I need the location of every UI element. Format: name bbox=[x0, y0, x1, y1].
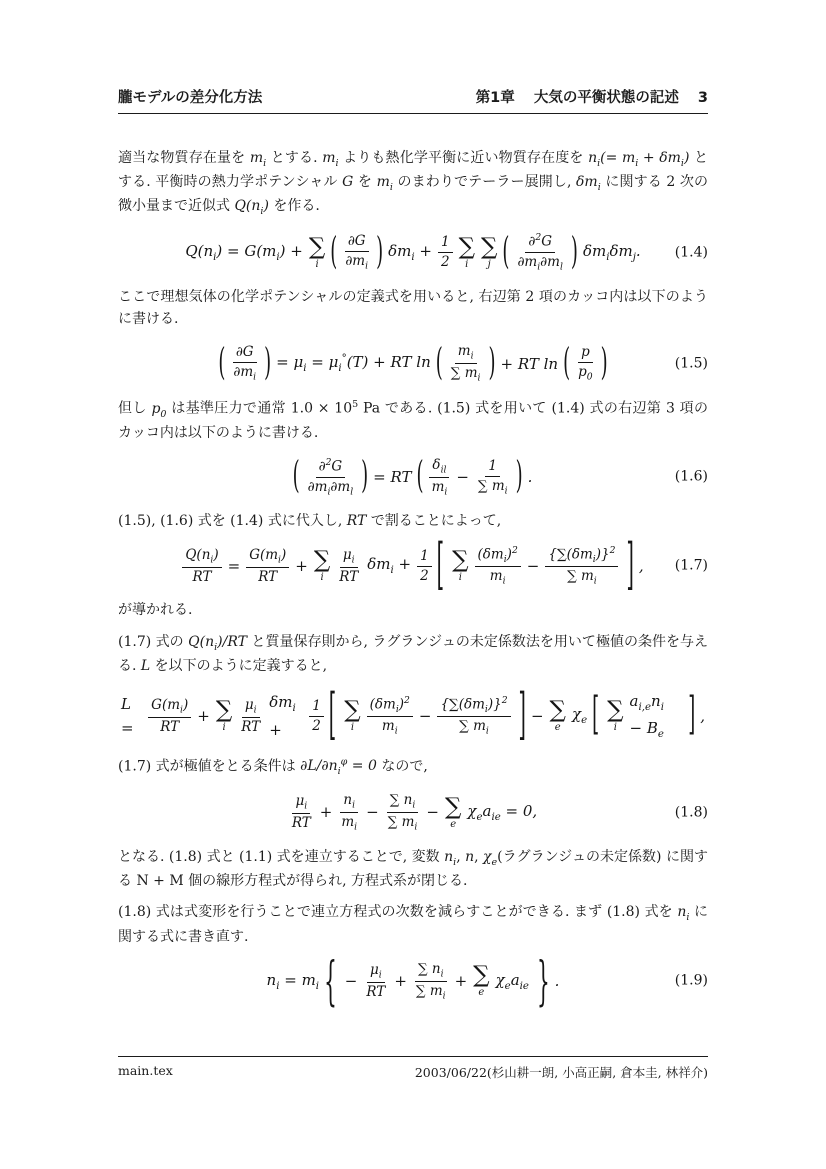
fraction-denominator: RT bbox=[291, 815, 311, 832]
header-page-number: 3 bbox=[697, 90, 708, 106]
math-text: + bbox=[197, 707, 210, 726]
summation bbox=[308, 233, 326, 270]
fraction-numerator: $m_i$ bbox=[455, 343, 477, 364]
math-text: $\delta m_i\delta m_j$. bbox=[582, 241, 641, 263]
fraction-denominator: $\partial m_i\partial m_l$ bbox=[517, 253, 563, 273]
fraction-denominator: 2 bbox=[420, 567, 429, 584]
math-text: . bbox=[527, 468, 533, 487]
summation-limit: i bbox=[613, 722, 617, 734]
math-text: . bbox=[554, 972, 560, 991]
summation bbox=[550, 699, 566, 733]
header-running-title: 朧モデルの差分化方法 bbox=[118, 90, 263, 106]
fraction-numerator: ∂$^2$G bbox=[525, 232, 555, 252]
left-paren: ( bbox=[502, 229, 510, 274]
fraction-denominator: 2 bbox=[312, 717, 321, 734]
summation bbox=[344, 699, 360, 733]
math-text: + bbox=[319, 803, 333, 822]
fraction-denominator: $m_i$ bbox=[431, 478, 448, 498]
fraction bbox=[342, 233, 371, 272]
fraction-numerator: $\delta_{il}$ bbox=[429, 457, 449, 478]
fraction-denominator: RT bbox=[192, 568, 212, 585]
fraction bbox=[448, 343, 484, 384]
header-section-title: 大気の平衡状態の記述 bbox=[533, 90, 679, 106]
equation-1-8 bbox=[118, 791, 708, 835]
fraction bbox=[514, 232, 565, 273]
math-text: L = bbox=[121, 694, 134, 738]
fraction-denominator: RT bbox=[241, 718, 261, 735]
math-text: $\chi_ea_{ie}$ bbox=[495, 970, 529, 992]
math-text: $a_{i,e}n_i - B_e$ bbox=[629, 691, 664, 741]
left-bracket: [ bbox=[328, 682, 337, 747]
fraction-numerator: $Q(n_i)$ bbox=[182, 547, 221, 568]
fraction-numerator: ∑ $n_i$ bbox=[415, 961, 447, 982]
equation-lagrangian bbox=[118, 682, 708, 747]
fraction bbox=[246, 547, 289, 586]
summation-symbol: ∑ bbox=[344, 697, 361, 724]
brace-group bbox=[342, 961, 532, 1002]
fraction bbox=[545, 545, 618, 588]
page-footer bbox=[118, 1056, 708, 1081]
paragraph-8: となる. (1.8) 式と (1.1) 式を連立することで, 変数 $n_i$, n, $\chi_e$(ラグランジュの未定係数) に関する N + M 個の線形方程式が得られ, 方程式系が閉じる. bbox=[118, 848, 708, 889]
summation-limit: e bbox=[554, 722, 561, 734]
math-text: $\delta m_i$ + bbox=[269, 693, 296, 739]
fraction bbox=[437, 695, 510, 738]
fraction bbox=[385, 792, 421, 833]
fraction-denominator: $\partial m_i$ bbox=[233, 364, 257, 383]
right-paren: ) bbox=[361, 454, 369, 499]
fraction bbox=[305, 457, 356, 498]
bracket-group bbox=[604, 689, 683, 744]
left-bracket: [ bbox=[436, 532, 445, 597]
math-text: + RT ln bbox=[500, 354, 559, 373]
fraction-numerator: $(\delta m_i)^2$ bbox=[475, 545, 521, 568]
fraction-denominator: RT bbox=[339, 568, 359, 585]
fraction bbox=[230, 344, 259, 383]
summation bbox=[216, 699, 232, 733]
math-text: − bbox=[426, 803, 439, 822]
right-paren: ) bbox=[264, 340, 272, 385]
fraction-numerator: $\mu_i$ bbox=[367, 962, 385, 983]
fraction-denominator: ∑ $m_i$ bbox=[567, 568, 597, 588]
paragraph-2: ここで理想気体の化学ポテンシャルの定義式を用いると, 右辺第 2 項のカッコ内は以下のように書ける. bbox=[118, 288, 708, 328]
right-paren: ) bbox=[515, 454, 523, 499]
left-paren: ( bbox=[563, 340, 571, 385]
fraction-denominator: 2 bbox=[440, 254, 450, 271]
math-text: $\delta m_i$ + bbox=[367, 555, 412, 577]
right-paren: ) bbox=[376, 229, 384, 274]
fraction bbox=[148, 697, 191, 736]
fraction-denominator: ∑ $m_i$ bbox=[459, 718, 489, 738]
bracket-group bbox=[341, 695, 513, 738]
fraction-numerator: 1 bbox=[309, 698, 324, 717]
page-body bbox=[118, 138, 708, 1014]
fraction bbox=[438, 234, 453, 271]
left-paren: ( bbox=[330, 229, 338, 274]
fraction bbox=[309, 698, 324, 735]
fraction-numerator: $\mu_i$ bbox=[242, 697, 260, 718]
right-paren: ) bbox=[570, 229, 578, 274]
summation bbox=[480, 233, 498, 270]
header-right bbox=[476, 86, 708, 107]
equation-number: (1.9) bbox=[674, 973, 708, 990]
math-text: $\chi_e$ bbox=[571, 705, 588, 727]
summation-limit: i bbox=[222, 722, 226, 734]
fraction-numerator: ∂$^2$G bbox=[316, 457, 346, 477]
summation-symbol: ∑ bbox=[444, 793, 462, 820]
fraction bbox=[363, 962, 388, 1001]
fraction-numerator: $\mu_i$ bbox=[340, 547, 358, 568]
fraction-denominator: $m_i$ bbox=[381, 718, 398, 738]
math-text: − bbox=[526, 557, 540, 575]
paragraph-6: (1.7) 式の $Q(n_i)/RT$ と質量保存則から, ラグランジュの未定係数法を用いて極値の条件を与える. L を以下のように定義すると, bbox=[118, 633, 709, 675]
fraction bbox=[475, 545, 521, 588]
math-text: + bbox=[295, 557, 308, 575]
paragraph-1: 適当な物質存在量を $m_i$ とする. $m_i$ よりも熱化学平衡に近い物質存在度を $n_i(= m_i + \delta m_i)$ とする. 平衡時の熱力学ポテンシャル G を $m_i$ のまわりでテーラー展開し, $\delta m_i$ に関する 2 次の微小量まで近似式 $Q(n_i)$ を作る. bbox=[118, 150, 709, 218]
math-text: − bbox=[418, 707, 432, 726]
left-brace: { bbox=[324, 950, 337, 1013]
fraction-numerator: p bbox=[578, 344, 593, 363]
fraction-denominator: RT bbox=[160, 718, 180, 735]
equation-1-4 bbox=[118, 231, 708, 275]
fraction-denominator: $p_0$ bbox=[578, 364, 593, 383]
math-text: $Q(n_i) = G(m_i)$ + bbox=[185, 241, 303, 263]
fraction-denominator: ∑ $m_i$ bbox=[387, 814, 418, 833]
fraction-numerator: ∂G bbox=[233, 344, 257, 363]
math-text: $\chi_ea_{ie} = 0$, bbox=[467, 801, 538, 823]
summation-symbol: ∑ bbox=[549, 697, 566, 724]
fraction-numerator: ∑ $n_i$ bbox=[387, 792, 419, 813]
fraction-denominator: ∑ $m_i$ bbox=[450, 365, 481, 385]
equation-number: (1.5) bbox=[674, 355, 708, 372]
equation-1-9 bbox=[118, 950, 708, 1013]
math-text: − bbox=[530, 707, 544, 726]
summation-limit: i bbox=[465, 258, 469, 270]
equation-1-6 bbox=[118, 455, 708, 499]
right-bracket: ] bbox=[518, 682, 526, 747]
math-text: , bbox=[638, 557, 644, 575]
math-text: − bbox=[456, 468, 469, 487]
fraction-numerator: $\mu_i$ bbox=[292, 793, 310, 814]
fraction bbox=[367, 695, 413, 738]
fraction-numerator: $\{\sum(\delta m_i)\}^2$ bbox=[437, 695, 510, 718]
summation-symbol: ∑ bbox=[308, 233, 326, 260]
footer-date-authors: 2003/06/22(杉山耕一朗, 小高正嗣, 倉本圭, 林祥介) bbox=[414, 1065, 708, 1080]
fraction-denominator: $\partial m_i\partial m_l$ bbox=[307, 478, 354, 498]
footer-filename: main.tex bbox=[118, 1063, 173, 1078]
math-text: − bbox=[344, 972, 358, 991]
summation bbox=[473, 964, 489, 998]
summation-limit: i bbox=[350, 722, 355, 734]
fraction-denominator: RT bbox=[366, 983, 386, 1000]
fraction-numerator: $(\delta m_i)^2$ bbox=[367, 695, 413, 718]
left-paren: ( bbox=[218, 340, 226, 385]
math-text: , bbox=[700, 707, 705, 726]
paragraph-3: 但し $p_0$ は基準圧力で通常 $1.0 \times 10^5$ Pa である. (1.5) 式を用いて (1.4) 式の右辺第 3 項のカッコ内は以下のように書ける. bbox=[118, 398, 708, 441]
fraction-numerator: $n_i$ bbox=[340, 792, 358, 813]
right-bracket: ] bbox=[688, 688, 696, 742]
summation-limit: i bbox=[458, 572, 462, 584]
left-paren: ( bbox=[292, 454, 300, 499]
math-text: = bbox=[227, 557, 241, 575]
page-header bbox=[118, 86, 708, 114]
equation-number: (1.8) bbox=[674, 804, 708, 821]
summation bbox=[458, 233, 475, 270]
fraction bbox=[289, 793, 314, 832]
math-text: + bbox=[394, 972, 407, 991]
fraction-numerator: ∂G bbox=[345, 233, 369, 252]
bracket-group bbox=[449, 545, 621, 588]
paragraph-7: (1.7) 式が極値をとる条件は $\partial L/\partial n_i^\varphi = 0$ なので, bbox=[118, 756, 428, 778]
summation-symbol: ∑ bbox=[480, 233, 498, 260]
math-text: − bbox=[366, 803, 379, 822]
math-text: $\delta m_i$ + bbox=[388, 241, 432, 263]
equation-1-5 bbox=[118, 342, 708, 386]
math-text: = RT bbox=[373, 468, 412, 487]
fraction bbox=[417, 548, 432, 585]
summation-symbol: ∑ bbox=[607, 697, 624, 724]
summation bbox=[607, 699, 623, 733]
summation bbox=[444, 793, 462, 830]
summation-symbol: ∑ bbox=[473, 962, 490, 989]
summation bbox=[452, 549, 468, 583]
equation-number: (1.4) bbox=[674, 244, 708, 261]
right-paren: ) bbox=[488, 340, 496, 385]
math-text: $n_i = m_i$ bbox=[266, 970, 320, 992]
right-brace: } bbox=[536, 950, 550, 1013]
fraction bbox=[413, 961, 449, 1002]
fraction-denominator: $m_i$ bbox=[489, 568, 506, 588]
right-bracket: ] bbox=[626, 532, 634, 597]
summation-limit: i bbox=[320, 572, 324, 584]
summation-limit: i bbox=[315, 258, 319, 270]
fraction bbox=[475, 458, 511, 497]
summation-symbol: ∑ bbox=[452, 547, 469, 574]
fraction-denominator: ∑ $m_i$ bbox=[477, 477, 508, 497]
math-text: = $\mu_i = \mu_i^\circ(T)$ + RT ln bbox=[276, 353, 431, 375]
summation-limit: e bbox=[478, 987, 485, 999]
equation-1-7 bbox=[118, 532, 708, 597]
summation-symbol: ∑ bbox=[313, 547, 331, 574]
right-paren: ) bbox=[600, 340, 608, 385]
paragraph-5: が導かれる. bbox=[118, 602, 193, 619]
fraction bbox=[238, 697, 263, 736]
summation bbox=[314, 549, 330, 583]
summation-symbol: ∑ bbox=[458, 233, 475, 260]
paragraph-4: (1.5), (1.6) 式を (1.4) 式に代入し, RT で割ることによって, bbox=[118, 513, 502, 530]
summation-limit: j bbox=[487, 258, 491, 270]
left-paren: ( bbox=[416, 454, 424, 499]
fraction-numerator: $G(m_i)$ bbox=[148, 697, 191, 718]
equation-number: (1.7) bbox=[674, 557, 708, 574]
left-bracket: [ bbox=[592, 688, 600, 742]
fraction-numerator: 1 bbox=[485, 458, 500, 477]
fraction-denominator: $m_i$ bbox=[341, 814, 358, 833]
fraction-denominator: $\partial m_i$ bbox=[345, 252, 369, 272]
fraction-numerator: 1 bbox=[438, 234, 453, 253]
fraction-numerator: 1 bbox=[417, 548, 432, 567]
fraction bbox=[575, 344, 596, 383]
fraction bbox=[429, 457, 451, 498]
left-paren: ( bbox=[435, 340, 443, 385]
fraction bbox=[336, 547, 361, 586]
fraction bbox=[182, 547, 221, 586]
fraction-denominator: ∑ $m_i$ bbox=[415, 982, 446, 1002]
summation-limit: e bbox=[450, 818, 457, 830]
summation-symbol: ∑ bbox=[215, 697, 233, 724]
fraction-numerator: $\{\sum(\delta m_i)\}^2$ bbox=[545, 545, 618, 568]
fraction bbox=[338, 792, 360, 833]
equation-number: (1.6) bbox=[674, 469, 708, 486]
paragraph-9: (1.8) 式は式変形を行うことで連立方程式の次数を減らすことができる. まず (1.8) 式を $n_i$ に関する式に書き直す. bbox=[118, 904, 709, 945]
header-chapter: 第1章 bbox=[475, 90, 515, 106]
math-text: + bbox=[454, 972, 468, 991]
fraction-denominator: RT bbox=[258, 568, 278, 585]
fraction-numerator: $G(m_i)$ bbox=[246, 547, 289, 568]
